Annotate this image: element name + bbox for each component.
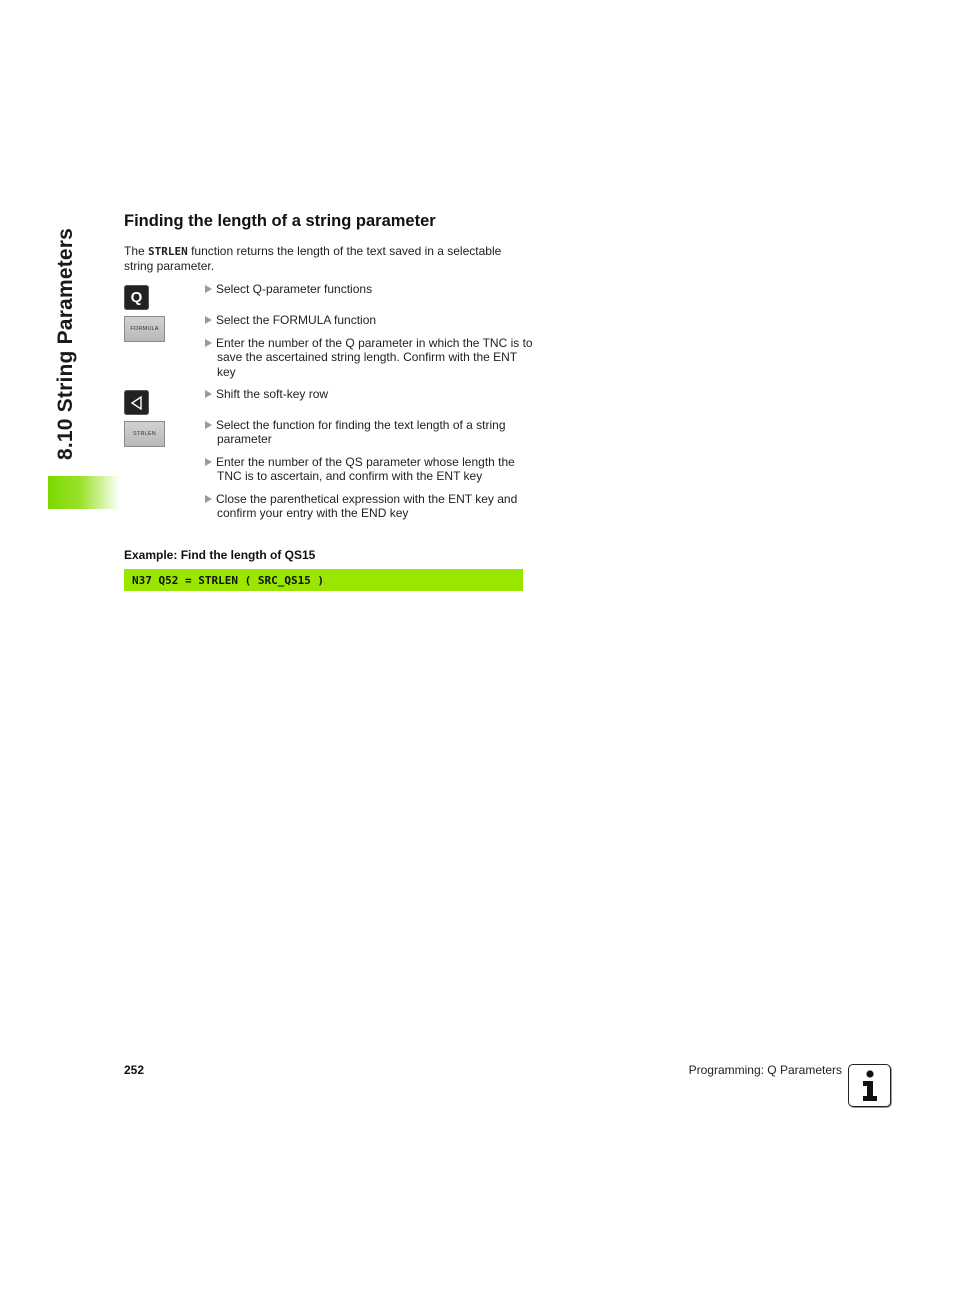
- example-code-block: N37 Q52 = STRLEN ( SRC_QS15 ): [124, 569, 523, 591]
- footer-chapter-title: Programming: Q Parameters: [688, 1063, 842, 1077]
- info-i-glyph-icon: [849, 1065, 889, 1105]
- intro-text-pre: The: [124, 244, 149, 258]
- intro-code-strlen: STRLEN: [148, 245, 188, 258]
- intro-paragraph: [124, 244, 524, 273]
- step-item: Select the function for finding the text length of a string parameter: [205, 418, 537, 447]
- bullet-triangle-icon: [205, 390, 212, 398]
- section-heading: Finding the length of a string parameter: [124, 212, 436, 230]
- step-item: Shift the soft-key row: [205, 387, 537, 401]
- bullet-triangle-icon: [205, 421, 212, 429]
- left-triangle-icon: [129, 395, 145, 411]
- bullet-triangle-icon: [205, 285, 212, 293]
- formula-softkey-label: FORMULA: [130, 326, 159, 332]
- bullet-triangle-icon: [205, 458, 212, 466]
- shift-softkey-row-icon: [124, 390, 149, 415]
- step-item: Select Q-parameter functions: [205, 282, 537, 296]
- q-key-label: Q: [130, 289, 143, 306]
- q-key-icon: [124, 285, 149, 310]
- step-item: Enter the number of the Q parameter in which the TNC is to save the ascertained string length. Confirm with the ENT key: [205, 336, 537, 379]
- sidebar-green-tab: [48, 476, 120, 509]
- strlen-softkey-icon: [124, 421, 165, 447]
- sidebar-section-title: 8.10 String Parameters: [54, 227, 77, 460]
- page-number: 252: [124, 1063, 145, 1077]
- strlen-softkey-label: STRLEN: [133, 431, 156, 437]
- bullet-triangle-icon: [205, 316, 212, 324]
- step-item: Select the FORMULA function: [205, 313, 537, 327]
- example-title: Example: Find the length of QS15: [124, 548, 316, 562]
- formula-softkey-icon: [124, 316, 165, 342]
- step-item: Close the parenthetical expression with the ENT key and confirm your entry with the END key: [205, 492, 537, 521]
- bullet-triangle-icon: [205, 495, 212, 503]
- step-item: Enter the number of the QS parameter whose length the TNC is to ascertain, and confirm with the ENT key: [205, 455, 537, 484]
- intro-text-post: function returns the length of the text saved in a selectable string parameter.: [124, 244, 502, 273]
- info-icon: [848, 1064, 891, 1107]
- bullet-triangle-icon: [205, 339, 212, 347]
